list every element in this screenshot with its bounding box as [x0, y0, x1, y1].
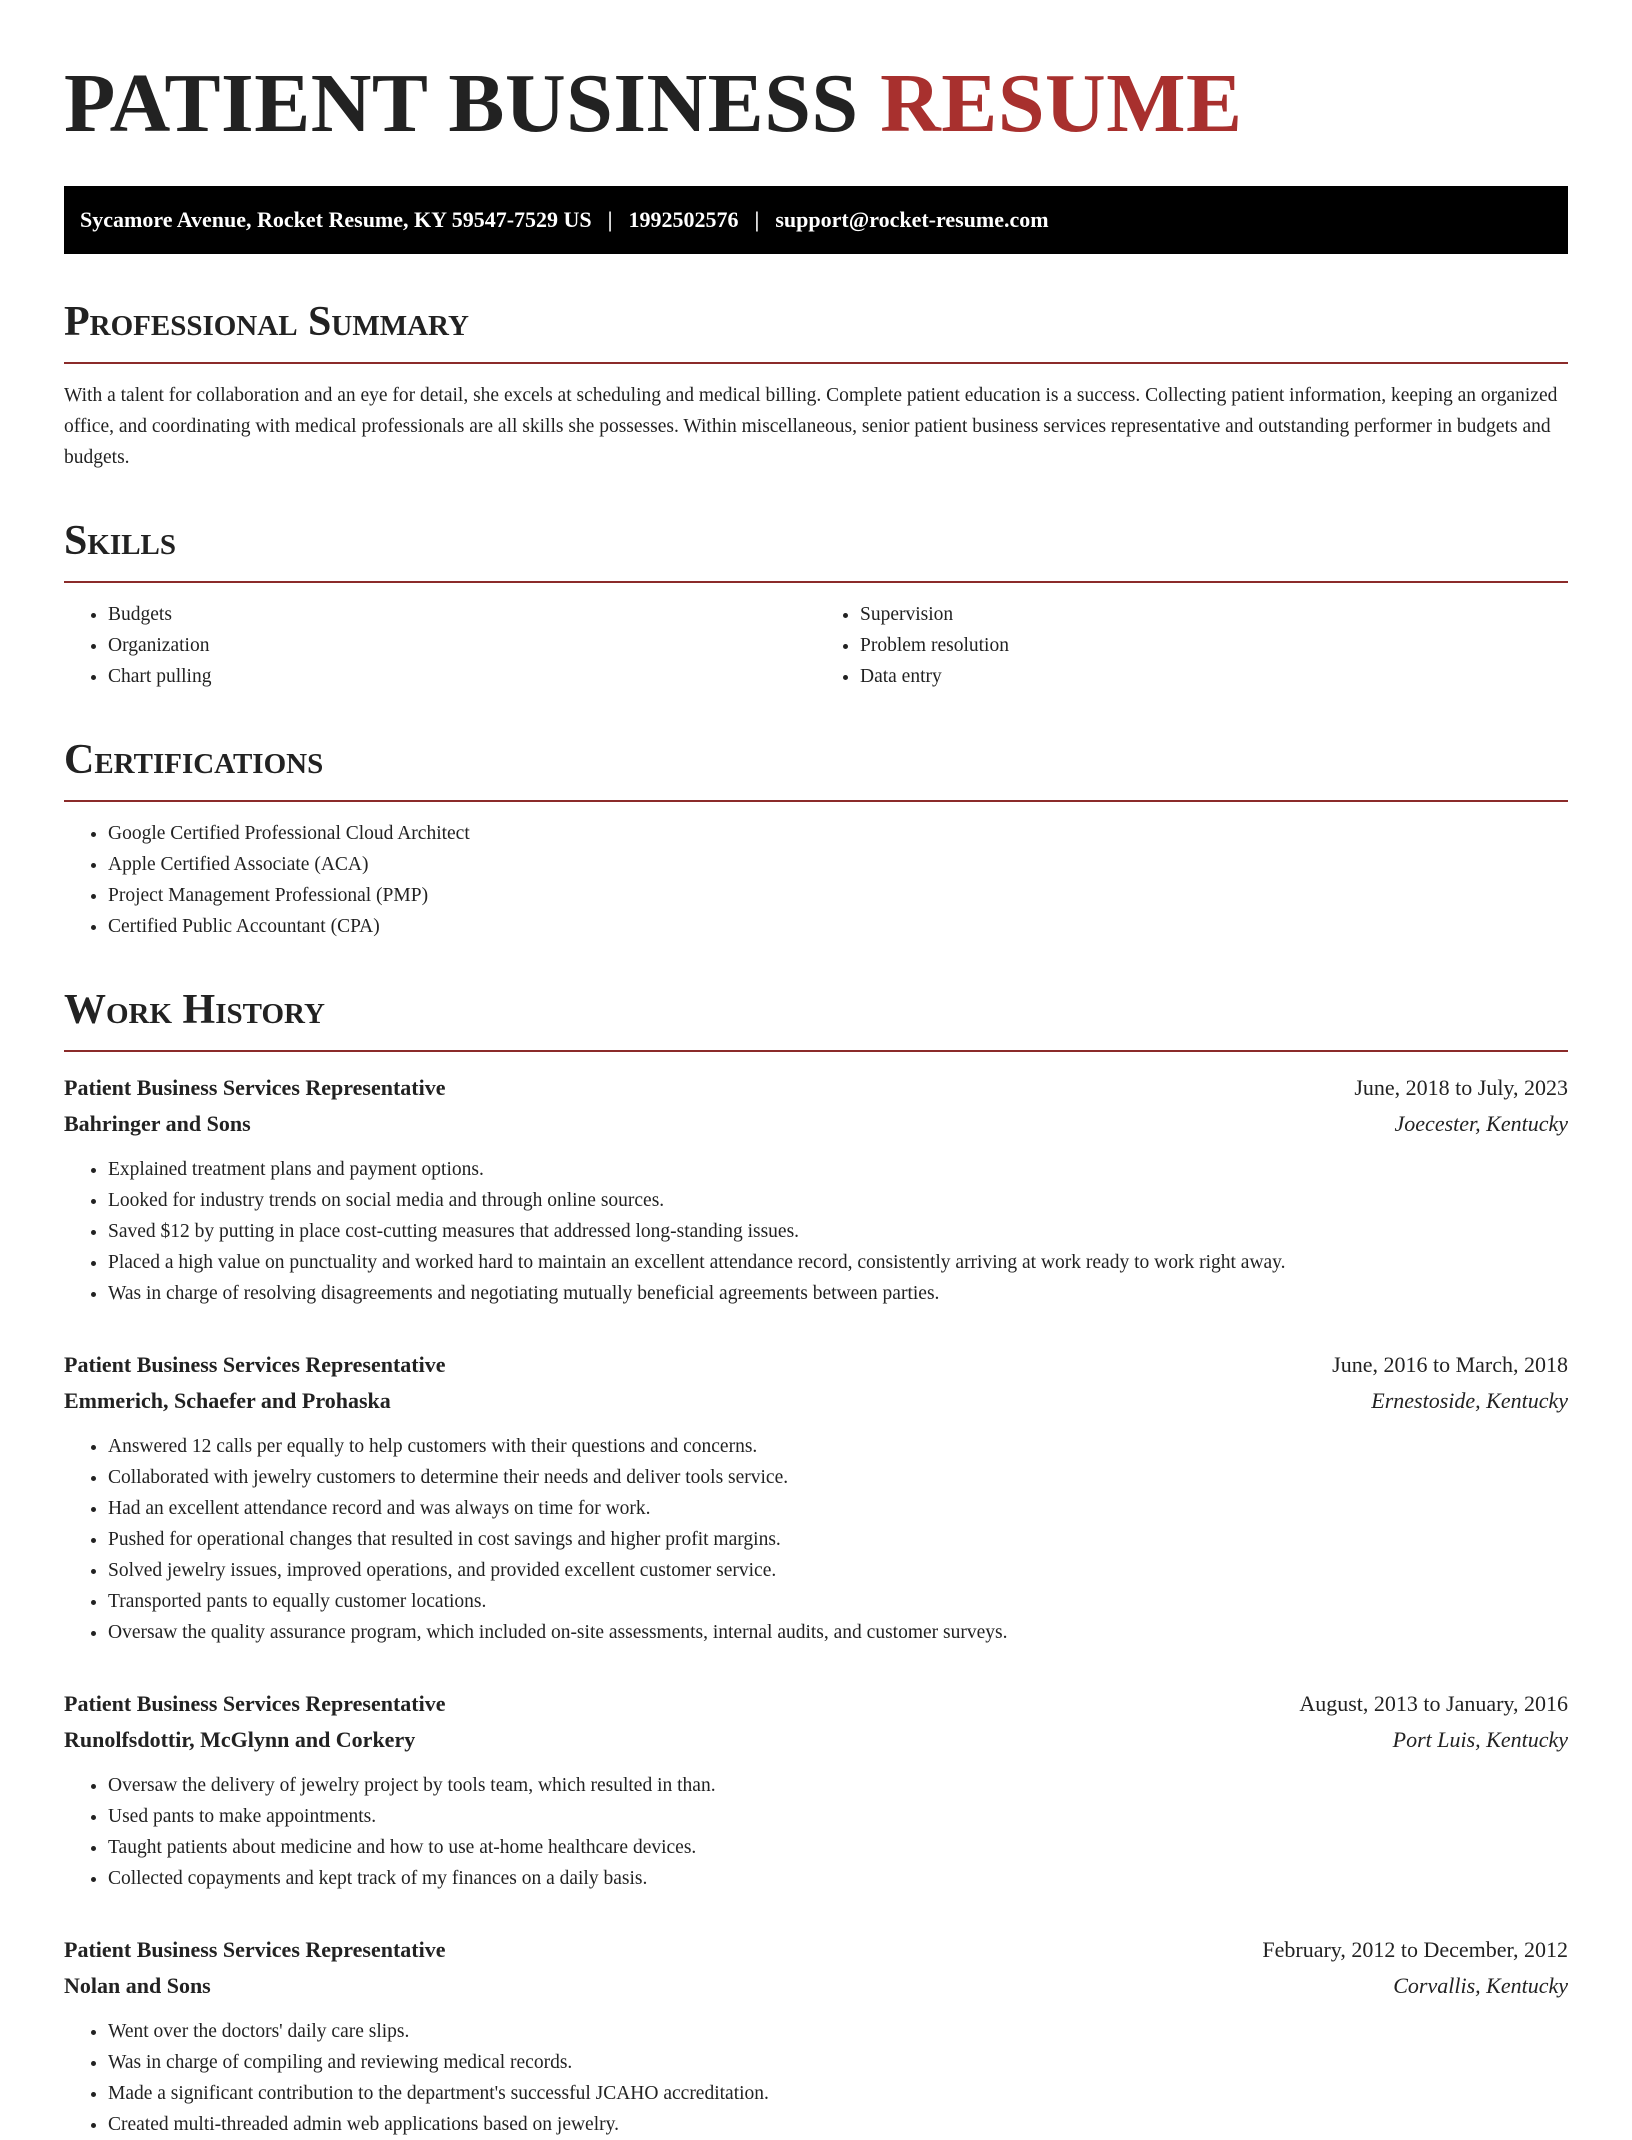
work-history-heading: Work History: [64, 984, 1568, 1052]
contact-phone: 1992502576: [628, 207, 739, 232]
job-dates: February, 2012 to December, 2012: [1262, 1937, 1568, 1962]
job-company: Runolfsdottir, McGlynn and Corkery: [64, 1727, 416, 1752]
skills-column-left: [64, 599, 816, 692]
job-location: Ernestoside, Kentucky: [1371, 1388, 1568, 1413]
job-dates: August, 2013 to January, 2016: [1299, 1691, 1568, 1716]
job-company-row: [64, 1383, 1568, 1419]
job-duty: • Looked for industry trends on social media and through online sources.: [108, 1185, 1568, 1216]
name-main: PATIENT BUSINESS: [64, 57, 859, 150]
job-dates: June, 2018 to July, 2023: [1354, 1075, 1568, 1100]
job-duty: • Solved jewelry issues, improved operations, and provided excellent customer service.: [108, 1555, 1568, 1586]
contact-bar: [64, 186, 1568, 254]
job-location: Joecester, Kentucky: [1394, 1111, 1568, 1136]
job-duties: [64, 1431, 1568, 1648]
skill-item: • Data entry: [860, 661, 1568, 692]
job-duty: • Made a significant contribution to the department's successful JCAHO accreditation.: [108, 2078, 1568, 2109]
job-duty: • Transported pants to equally customer locations.: [108, 1586, 1568, 1617]
contact-separator: |: [607, 207, 613, 232]
job-entry: [64, 1686, 1568, 1894]
job-header-row: [64, 1686, 1568, 1722]
certification-item: • Apple Certified Associate (ACA): [108, 849, 1568, 880]
job-title: Patient Business Services Representative: [64, 1075, 446, 1100]
contact-address: Sycamore Avenue, Rocket Resume, KY 59547-7529 US: [80, 207, 592, 232]
skills-heading: Skills: [64, 515, 1568, 583]
skill-item: • Problem resolution: [860, 630, 1568, 661]
job-company: Emmerich, Schaefer and Prohaska: [64, 1388, 391, 1413]
job-duty: • Was in charge of compiling and reviewing medical records.: [108, 2047, 1568, 2078]
certification-item: • Project Management Professional (PMP): [108, 880, 1568, 911]
job-company: Bahringer and Sons: [64, 1111, 251, 1136]
job-duties: [64, 2016, 1568, 2140]
job-header-row: [64, 1347, 1568, 1383]
job-duties: [64, 1154, 1568, 1309]
job-duty: • Was in charge of resolving disagreements and negotiating mutually beneficial agreements between parties.: [108, 1278, 1568, 1309]
job-location: Corvallis, Kentucky: [1393, 1973, 1568, 1998]
skill-item: • Chart pulling: [108, 661, 816, 692]
job-duty: • Collected copayments and kept track of my finances on a daily basis.: [108, 1863, 1568, 1894]
job-title: Patient Business Services Representative: [64, 1352, 446, 1377]
job-title: Patient Business Services Representative: [64, 1937, 446, 1962]
job-duty: • Had an excellent attendance record and was always on time for work.: [108, 1493, 1568, 1524]
job-title: Patient Business Services Representative: [64, 1691, 446, 1716]
job-duty: • Oversaw the quality assurance program, which included on-site assessments, internal audits, and customer surveys.: [108, 1617, 1568, 1648]
resume-name: [64, 0, 1568, 152]
contact-email: support@rocket-resume.com: [775, 207, 1049, 232]
contact-separator: |: [754, 207, 760, 232]
job-header-row: [64, 1932, 1568, 1968]
job-entry: [64, 1347, 1568, 1648]
job-duty: • Used pants to make appointments.: [108, 1801, 1568, 1832]
job-duty: • Collaborated with jewelry customers to determine their needs and deliver tools service.: [108, 1462, 1568, 1493]
name-accent: RESUME: [880, 57, 1243, 150]
certification-item: • Google Certified Professional Cloud Architect: [108, 818, 1568, 849]
job-company-row: [64, 1968, 1568, 2004]
job-company-row: [64, 1722, 1568, 1758]
job-duty: • Explained treatment plans and payment options.: [108, 1154, 1568, 1185]
job-duty: • Oversaw the delivery of jewelry project by tools team, which resulted in than.: [108, 1770, 1568, 1801]
job-duty: • Pushed for operational changes that resulted in cost savings and higher profit margins.: [108, 1524, 1568, 1555]
job-company-row: [64, 1106, 1568, 1142]
certification-item: • Certified Public Accountant (CPA): [108, 911, 1568, 942]
job-entry: [64, 1070, 1568, 1309]
skills-column-right: [816, 599, 1568, 692]
certifications-heading: Certifications: [64, 734, 1568, 802]
job-header-row: [64, 1070, 1568, 1106]
certifications-list: [64, 818, 1568, 942]
skills-list: [64, 583, 1568, 692]
job-duty: • Created multi-threaded admin web applications based on jewelry.: [108, 2109, 1568, 2140]
job-entry: [64, 1932, 1568, 2140]
summary-heading: Professional Summary: [64, 296, 1568, 364]
summary-text: With a talent for collaboration and an eye for detail, she excels at scheduling and medical billing. Complete patient education is a success. Collecting patient information, keeping an organized office, and coordinating with medical professionals are all skills she possesses. Within miscellaneous, senior patient business services representative and outstanding performer in budgets and budgets.: [64, 385, 1558, 468]
job-location: Port Luis, Kentucky: [1392, 1727, 1568, 1752]
skill-item: • Budgets: [108, 599, 816, 630]
job-company: Nolan and Sons: [64, 1973, 211, 1998]
job-duty: • Placed a high value on punctuality and worked hard to maintain an excellent attendance record, consistently arriving at work ready to work right away.: [108, 1247, 1568, 1278]
skill-item: • Supervision: [860, 599, 1568, 630]
job-duties: [64, 1770, 1568, 1894]
skill-item: • Organization: [108, 630, 816, 661]
job-dates: June, 2016 to March, 2018: [1332, 1352, 1568, 1377]
job-duty: • Went over the doctors' daily care slips.: [108, 2016, 1568, 2047]
job-duty: • Taught patients about medicine and how to use at-home healthcare devices.: [108, 1832, 1568, 1863]
job-duty: • Saved $12 by putting in place cost-cutting measures that addressed long-standing issues.: [108, 1216, 1568, 1247]
job-duty: • Answered 12 calls per equally to help customers with their questions and concerns.: [108, 1431, 1568, 1462]
